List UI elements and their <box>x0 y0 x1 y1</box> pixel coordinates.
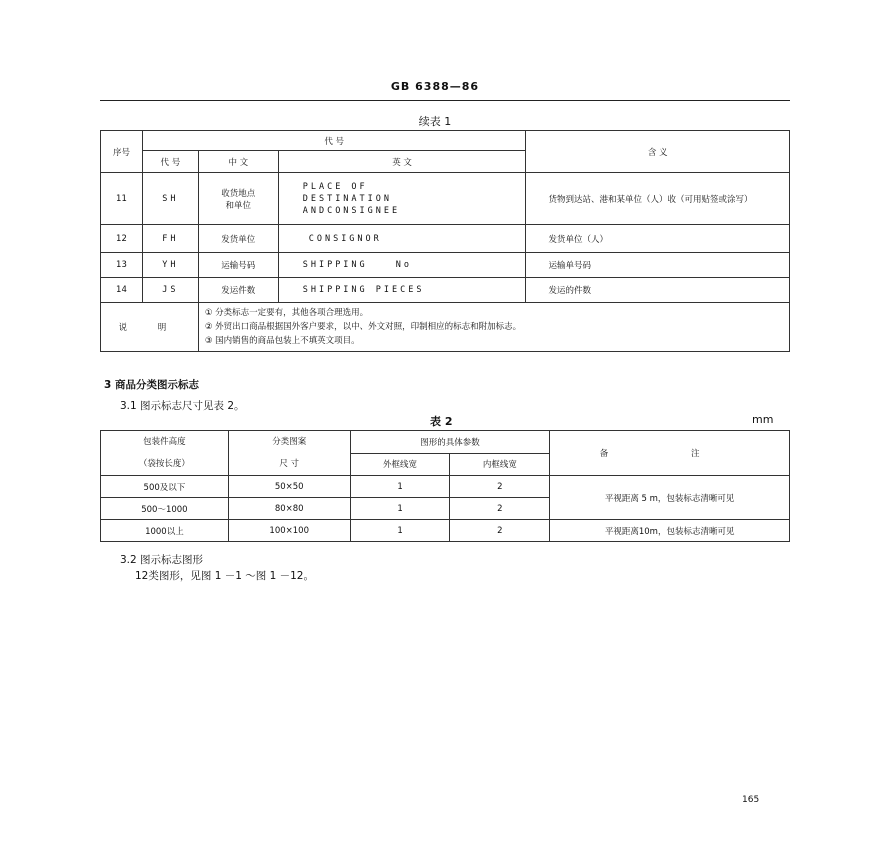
h-size-label: 分类图案 <box>272 437 307 447</box>
cell-outer: 1 <box>350 498 450 520</box>
h-height-label: 包装件高度 <box>143 437 186 447</box>
page-number: 165 <box>742 795 760 805</box>
h-params: 图形的具体参数 <box>350 431 550 454</box>
cell-inner: 2 <box>450 476 550 498</box>
col-seq-header: 序号 <box>101 131 143 173</box>
h-inner: 内框线宽 <box>450 453 550 476</box>
notes-label: 说 明 <box>101 303 199 352</box>
cell-height: 1000以上 <box>101 520 229 542</box>
h-size-sub: 尺 寸 <box>279 459 300 469</box>
note-item: ② 外贸出口商品根据国外客户要求，以中、外文对照，印制相应的标志和附加标志。 <box>204 322 522 332</box>
row-code: FH <box>142 225 198 253</box>
row-seq: 12 <box>101 225 143 253</box>
cell-size: 50×50 <box>228 476 350 498</box>
table-row <box>101 173 790 225</box>
note-item: ③ 国内销售的商品包装上不填英文项目。 <box>204 336 360 346</box>
cell-remark-2: 平视距离10m，包装标志清晰可见 <box>550 520 790 542</box>
col-code-group-header: 代 号 <box>142 131 526 151</box>
table-row <box>101 476 790 498</box>
section-3-2-body: 12类图形，见图 1 －1 ～图 1 －12。 <box>135 570 314 582</box>
col-zh-header: 中 文 <box>198 151 278 173</box>
cell-size: 100×100 <box>228 520 350 542</box>
row-zh: 收货地点 和单位 <box>198 173 278 225</box>
table-row <box>101 253 790 278</box>
row-en: CONSIGNOR <box>278 225 526 253</box>
table1-caption: 续表 1 <box>418 115 452 128</box>
note-item: ① 分类标志一定要有，其他各项合理选用。 <box>204 308 369 318</box>
row-zh: 运输号码 <box>198 253 278 278</box>
cell-outer: 1 <box>350 520 450 542</box>
table-row <box>101 520 790 542</box>
notes-cell <box>198 303 789 352</box>
row-seq: 11 <box>101 173 143 225</box>
row-zh: 发货单位 <box>198 225 278 253</box>
cell-height: 500～1000 <box>101 498 229 520</box>
row-meaning: 运输单号码 <box>526 253 790 278</box>
row-code: JS <box>142 278 198 303</box>
col-en-header: 英 文 <box>278 151 526 173</box>
row-en: SHIPPING No <box>278 253 526 278</box>
cell-height: 500及以下 <box>101 476 229 498</box>
cell-inner: 2 <box>450 520 550 542</box>
cell-inner: 2 <box>450 498 550 520</box>
cell-remark-1: 平视距离 5 m，包装标志清晰可见 <box>550 476 790 520</box>
section-3-heading: 3 商品分类图示标志 <box>104 379 199 391</box>
h-height <box>101 431 229 476</box>
cell-size: 80×80 <box>228 498 350 520</box>
row-zh: 发运件数 <box>198 278 278 303</box>
col-meaning-header: 含 义 <box>526 131 790 173</box>
notes-row <box>101 303 790 352</box>
row-meaning: 货物到达站、港和某单位（人）收（可用贴签或涂写） <box>526 173 790 225</box>
row-meaning: 发货单位（人） <box>526 225 790 253</box>
row-code: YH <box>142 253 198 278</box>
row-meaning: 发运的件数 <box>526 278 790 303</box>
row-en: PLACE OF DESTINATION ANDCONSIGNEE <box>278 173 526 225</box>
cell-outer: 1 <box>350 476 450 498</box>
header-rule <box>100 100 790 101</box>
table2-caption: 表 2 <box>430 415 453 428</box>
col-code-header: 代 号 <box>142 151 198 173</box>
section-3-1-heading: 3.1 图示标志尺寸见表 2。 <box>120 400 245 412</box>
h-outer: 外框线宽 <box>350 453 450 476</box>
table-row <box>101 225 790 253</box>
h-remark: 备 注 <box>550 431 790 476</box>
row-en: SHIPPING PIECES <box>278 278 526 303</box>
row-seq: 13 <box>101 253 143 278</box>
document-code: GB 6388—86 <box>390 80 480 93</box>
table-row <box>101 278 790 303</box>
h-height-sub: （袋按长度） <box>138 459 190 469</box>
h-size <box>228 431 350 476</box>
table1 <box>100 130 790 352</box>
row-seq: 14 <box>101 278 143 303</box>
table2 <box>100 430 790 542</box>
row-code: SH <box>142 173 198 225</box>
table2-unit: mm <box>752 413 774 426</box>
section-3-2-heading: 3.2 图示标志图形 <box>120 554 204 566</box>
